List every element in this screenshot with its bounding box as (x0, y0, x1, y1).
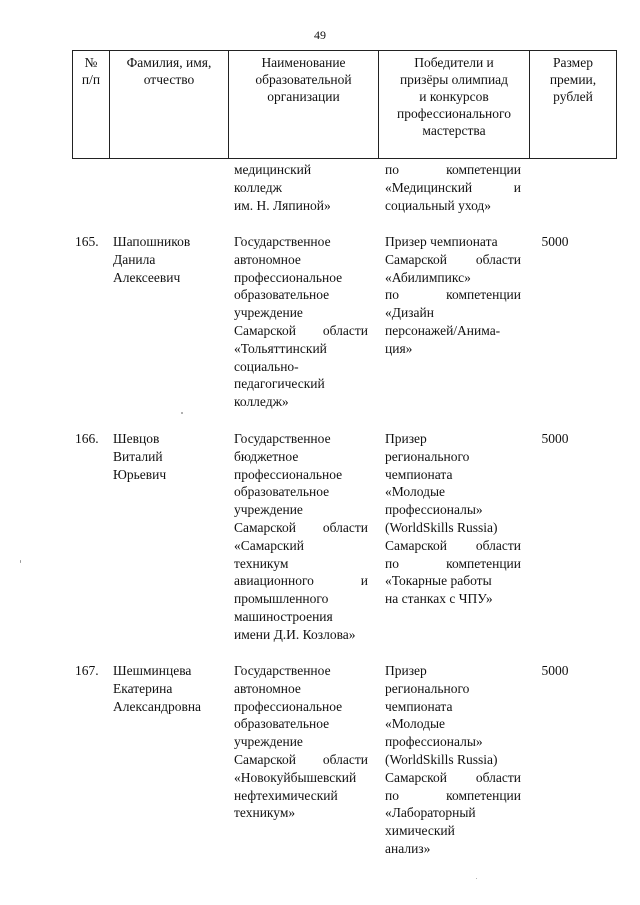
text-line: по компетенции (385, 555, 521, 571)
header-prize: Победители и призёры олимпиад и конкурсов профессионального мастерства (379, 51, 530, 159)
row-prize (385, 662, 521, 858)
text-line: анализ» (385, 840, 431, 856)
text-line: Самарской области (234, 751, 368, 767)
text-line: «Абилимпикс» (385, 269, 471, 285)
text-line: «Дизайн (385, 305, 434, 321)
text-line: Данила (113, 251, 156, 267)
text-line: чемпионата (385, 698, 453, 714)
text-line: автономное (234, 251, 301, 267)
text-line: Самарской области (385, 769, 521, 785)
text-line: профессионалы» (385, 502, 483, 518)
text-line: Самарской области (234, 519, 368, 535)
text-line: «Новокуйбышевский (234, 769, 357, 785)
text-line: «Самарский (234, 537, 304, 553)
text-line: образовательное (234, 716, 330, 732)
text-line: регионального (385, 680, 470, 696)
scan-speck (476, 878, 477, 879)
row-amount: 5000 (541, 234, 569, 249)
text-line: медицинский (234, 162, 312, 177)
page-number: 49 (314, 28, 326, 42)
text-line: (WorldSkills Russia) (385, 519, 498, 535)
text-line: «Токарные работы (385, 573, 492, 589)
text-line: профессиональное (234, 698, 343, 714)
text-line: Шапошников (113, 234, 191, 249)
row-organization (234, 233, 368, 411)
row-amount: 5000 (541, 431, 569, 446)
text-line: социальный уход» (385, 197, 492, 213)
text-line: «Молодые (385, 484, 446, 500)
text-line: Призер (385, 663, 427, 678)
text-line: автономное (234, 680, 301, 696)
text-line: Государственное (234, 663, 331, 678)
text-line: Государственное (234, 234, 331, 249)
text-line: «Медицинский и (385, 179, 521, 195)
text-line: Призер (385, 431, 427, 446)
header-amount: Размер премии, рублей (530, 51, 617, 159)
text-line: Шешминцева (113, 663, 192, 678)
text-line: профессионалы» (385, 734, 483, 750)
text-line: им. Н. Ляпиной» (234, 197, 331, 213)
text-line: колледж (234, 179, 282, 195)
text-line: Виталий (113, 448, 163, 464)
text-line: «Тольяттинский (234, 340, 327, 356)
text-line: учреждение (234, 502, 303, 518)
row-organization (234, 430, 368, 644)
text-line: Алексеевич (113, 269, 181, 285)
header-name: Фамилия, имя, отчество (110, 51, 229, 159)
continuation-organization (234, 161, 368, 214)
scan-speck (181, 412, 183, 414)
row-organization (234, 662, 368, 822)
continuation-prize (385, 161, 521, 214)
text-line: профессиональное (234, 269, 343, 285)
text-line: промышленного (234, 591, 329, 607)
text-line: Александровна (113, 698, 202, 714)
text-line: по компетенции (385, 787, 521, 803)
text-line: на станках с ЧПУ» (385, 591, 493, 607)
text-line: авиационного и (234, 573, 368, 589)
text-line: профессиональное (234, 466, 343, 482)
text-line: «Лабораторный (385, 805, 476, 821)
text-line: «Молодые (385, 716, 446, 732)
text-line: педагогический (234, 376, 325, 392)
row-number: 165. (75, 234, 99, 249)
text-line: техникум (234, 555, 289, 571)
text-line: Самарской области (385, 251, 521, 267)
text-line: Государственное (234, 431, 331, 446)
text-line: Юрьевич (113, 466, 167, 482)
text-line: персонажей/Анима- (385, 322, 501, 338)
text-line: учреждение (234, 734, 303, 750)
text-line: социально- (234, 358, 299, 374)
text-line: образовательное (234, 484, 330, 500)
text-line: Призер чемпионата (385, 234, 498, 249)
text-line: по компетенции (385, 162, 521, 177)
row-number: 166. (75, 431, 99, 446)
text-line: учреждение (234, 305, 303, 321)
text-line: образовательное (234, 287, 330, 303)
text-line: Шевцов (113, 431, 160, 446)
row-amount: 5000 (541, 663, 569, 678)
text-line: (WorldSkills Russia) (385, 751, 498, 767)
text-line: Самарской области (234, 322, 368, 338)
text-line: химический (385, 823, 455, 839)
text-line: регионального (385, 448, 470, 464)
text-line: имени Д.И. Козлова» (234, 626, 356, 642)
text-line: нефтехимический (234, 787, 338, 803)
text-line: Самарской области (385, 537, 521, 553)
text-line: бюджетное (234, 448, 299, 464)
table-header (72, 50, 617, 159)
text-line: колледж» (234, 394, 289, 410)
text-line: ция» (385, 340, 413, 356)
text-line: машиностроения (234, 608, 333, 624)
row-number: 167. (75, 663, 99, 678)
row-full-name (113, 430, 225, 483)
header-num: № п/п (73, 51, 110, 159)
text-line: по компетенции (385, 287, 521, 303)
text-line: Екатерина (113, 680, 173, 696)
scan-speck (20, 560, 21, 563)
row-prize (385, 430, 521, 608)
text-line: техникум» (234, 805, 296, 821)
row-full-name (113, 662, 225, 715)
text-line: чемпионата (385, 466, 453, 482)
header-organization: Наименование образовательной организации (229, 51, 379, 159)
row-prize (385, 233, 521, 358)
row-full-name (113, 233, 225, 286)
